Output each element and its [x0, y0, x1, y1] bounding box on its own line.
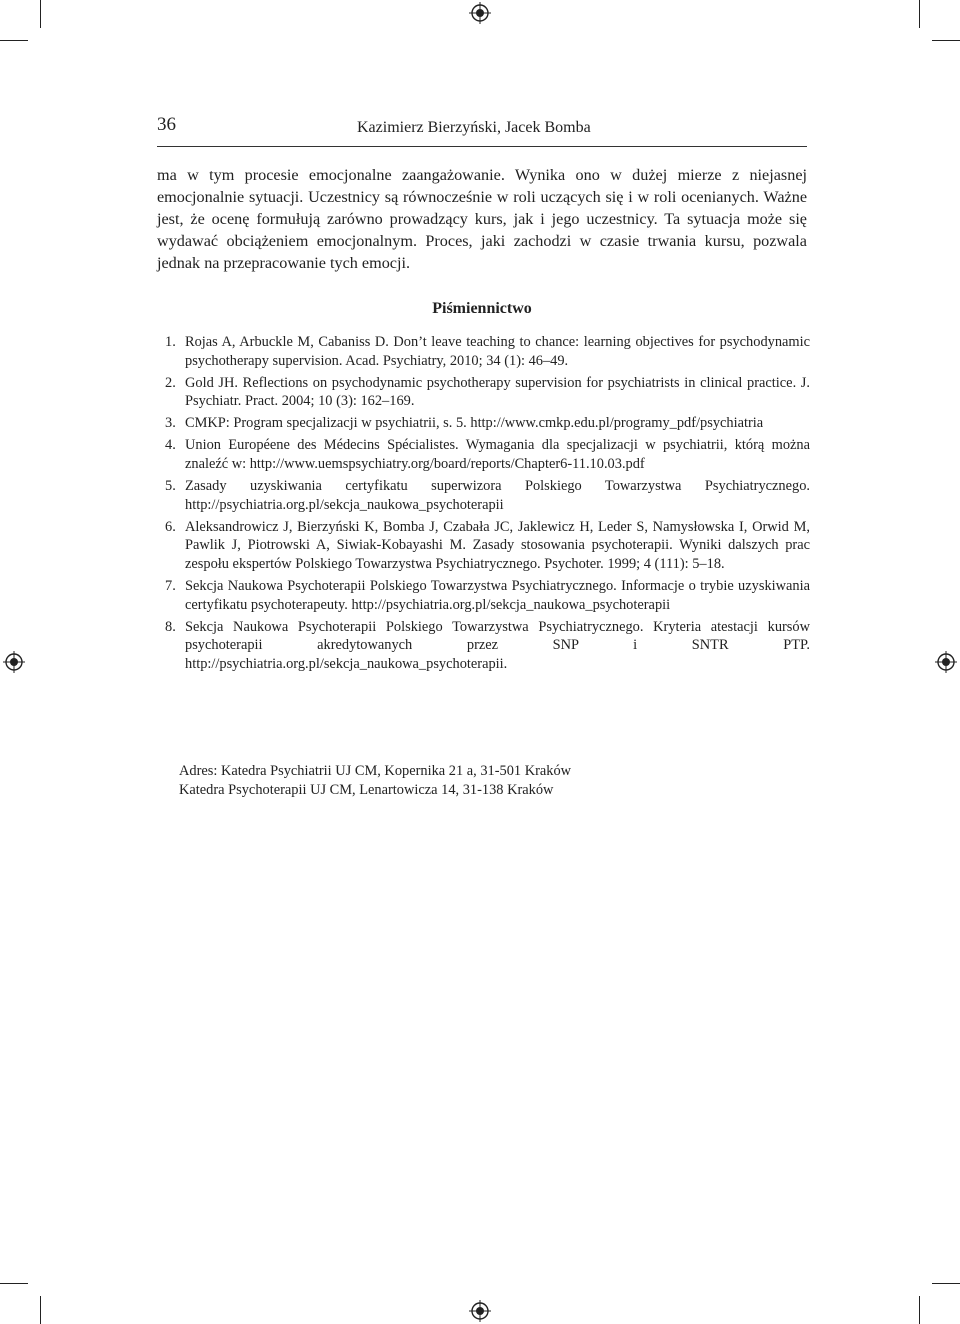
reference-item [165, 518, 810, 574]
address-line: Adres: Katedra Psychiatrii UJ CM, Kopernika 21 a, 31-501 Kraków [179, 763, 572, 779]
page-number: 36 [157, 114, 176, 135]
trim-mark [932, 1283, 960, 1284]
trim-mark [40, 0, 41, 28]
references-list [165, 333, 810, 677]
references-heading: Piśmiennictwo [432, 300, 532, 317]
reference-item [165, 618, 810, 674]
reference-text: Sekcja Naukowa Psychoterapii Polskiego Towarzystwa Psychiatrycznego. Kryteria atestacji kursów psychoterapii akredytowanych przez SNP i SNTR PTP. http://psychiatria.org.pl/sekcja_naukowa_psychoterapii. [185, 618, 810, 672]
reference-number: 3. [165, 415, 176, 432]
trim-mark [932, 40, 960, 41]
trim-mark [919, 1296, 920, 1324]
registration-mark-icon [935, 651, 957, 673]
reference-number: 5. [165, 478, 176, 495]
reference-item [165, 333, 810, 370]
running-header [157, 114, 807, 144]
author-address [179, 762, 571, 799]
trim-mark [0, 1283, 28, 1284]
reference-text: Aleksandrowicz J, Bierzyński K, Bomba J, Czabała JC, Jaklewicz H, Leder S, Namysłowska I, Orwid M, Pawlik J, Piotrowski A, Siwiak-Kobayashi M. Zasady stosowania psychoterapii. Wyniki dalszych prac zespołu ekspertów Polskiego Towarzystwa Psychiatrycznego. Psychoter. 1999; 4 (111): 5–18. [185, 518, 810, 573]
reference-text: Rojas A, Arbuckle M, Cabaniss D. Don’t leave teaching to chance: learning objectives for psychodynamic psychotherapy supervision. Acad. Psychiatry, 2010; 34 (1): 46–49. [185, 334, 810, 369]
reference-number: 2. [165, 374, 176, 391]
trim-mark [0, 40, 28, 41]
reference-text: Union Européene des Médecins Spécialistes. Wymagania dla specjalizacji w psychiatrii, którą można znaleźć w: http://www.uemspsychiatry.org/board/reports/Chapter6-11.10.03.pdf [185, 437, 810, 473]
reference-number: 1. [165, 334, 176, 350]
address-line: Katedra Psychoterapii UJ CM, Lenartowicza 14, 31-138 Kraków [179, 781, 554, 798]
reference-text: CMKP: Program specjalizacji w psychiatrii, s. 5. http://www.cmkp.edu.pl/programy_pdf/psychiatria [185, 415, 764, 432]
trim-mark [40, 1296, 41, 1324]
reference-number: 4. [165, 437, 176, 454]
reference-number: 6. [165, 518, 176, 535]
body-paragraph: ma w tym procesie emocjonalne zaangażowanie. Wynika ono w dużej mierze z niejasnej emocjonalnie sytuacji. Uczestnicy są równocześnie w roli uczących się i w roli ocenianych. Ważne jest, że ocenę formułują zarówno prowadzący kurs, jak i jego uczestnicy. Ta sytuacja może się wydawać obciążeniem emocjonalnym. Proces, jaki zachodzi w czasie trwania kursu, pozwala jednak na przepracowanie tych emocji. [157, 166, 807, 272]
reference-item [165, 374, 810, 411]
reference-item [165, 577, 810, 614]
trim-mark [919, 0, 920, 28]
reference-item [165, 414, 810, 433]
reference-text: Gold JH. Reflections on psychodynamic psychotherapy supervision for psychiatrists in clinical practice. J. Psychiatr. Pract. 2004; 10 (3): 162–169. [185, 374, 810, 410]
registration-mark-icon [3, 651, 25, 673]
reference-number: 7. [165, 578, 176, 595]
reference-number: 8. [165, 618, 176, 635]
reference-item [165, 477, 810, 514]
reference-text: Sekcja Naukowa Psychoterapii Polskiego Towarzystwa Psychiatrycznego. Informacje o trybie uzyskiwania certyfikatu psychoterapeuty. http://psychiatria.org.pl/sekcja_naukowa_psychoterapii [185, 578, 810, 613]
registration-mark-icon [469, 2, 491, 24]
reference-text: Zasady uzyskiwania certyfikatu superwizora Polskiego Towarzystwa Psychiatrycznego. http://psychiatria.org.pl/sekcja_naukowa_psychoterapii [185, 478, 810, 513]
registration-mark-icon [469, 1300, 491, 1322]
running-header-authors: Kazimierz Bierzyński, Jacek Bomba [357, 119, 591, 136]
reference-item [165, 436, 810, 473]
header-rule [157, 146, 807, 147]
